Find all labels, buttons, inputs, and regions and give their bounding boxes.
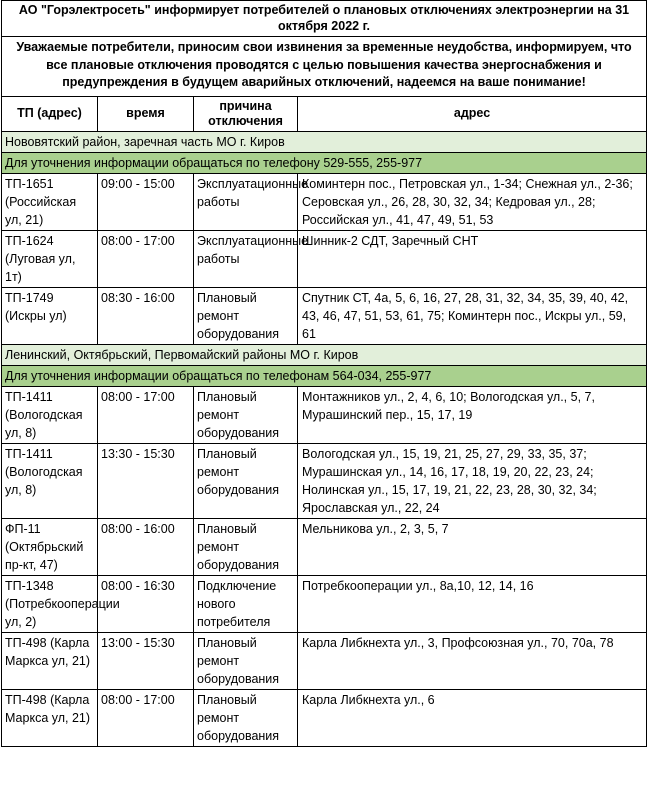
table-row (2, 386, 647, 443)
tp-cell: ФП-11 (Октябрьский пр-кт, 47) (2, 518, 98, 575)
phone-info: Для уточнения информации обращаться по телефонам 564-034, 255-977 (2, 365, 647, 386)
district-row (2, 131, 647, 152)
notice-row (2, 37, 647, 97)
tp-cell: ТП-1651 (Российская ул, 21) (2, 173, 98, 230)
address-cell: Коминтерн пос., Петровская ул., 1-34; Снежная ул., 2-36; Серовская ул., 26, 28, 30, 32, 34; Кедровая ул., 28; Российская ул., 41, 47, 49, 51, 53 (298, 173, 647, 230)
table-row (2, 443, 647, 518)
phone-info: Для уточнения информации обращаться по телефону 529-555, 255-977 (2, 152, 647, 173)
header-tp: ТП (адрес) (2, 96, 98, 131)
address-cell: Монтажников ул., 2, 4, 6, 10; Вологодская ул., 5, 7, Мурашинский пер., 15, 17, 19 (298, 386, 647, 443)
phone-row (2, 152, 647, 173)
time-cell: 08:00 - 17:00 (98, 689, 194, 746)
address-cell: Спутник СТ, 4а, 5, 6, 16, 27, 28, 31, 32, 34, 35, 39, 40, 42, 43, 46, 47, 51, 53, 61, 75; Коминтерн пос., Искры ул., 59, 61 (298, 287, 647, 344)
table-row (2, 287, 647, 344)
time-cell: 13:30 - 15:30 (98, 443, 194, 518)
outage-table (1, 0, 647, 747)
reason-cell: Эксплуатационные работы (194, 230, 298, 287)
reason-cell: Плановый ремонт оборудования (194, 443, 298, 518)
phone-row (2, 365, 647, 386)
address-cell: Шинник-2 СДТ, Заречный СНТ (298, 230, 647, 287)
apology-notice: Уважаемые потребители, приносим свои извинения за временные неудобства, информируем, что все плановые отключения проводятся с целью повышения качества энергоснабжения и предупреждения в будущем аварийных отключений, надеемся на ваше понимание! (2, 37, 647, 97)
time-cell: 08:00 - 16:00 (98, 518, 194, 575)
district-row (2, 344, 647, 365)
table-row (2, 632, 647, 689)
reason-cell: Плановый ремонт оборудования (194, 386, 298, 443)
tp-cell: ТП-1749 (Искры ул) (2, 287, 98, 344)
time-cell: 08:30 - 16:00 (98, 287, 194, 344)
header-time: время (98, 96, 194, 131)
address-cell: Мельникова ул., 2, 3, 5, 7 (298, 518, 647, 575)
tp-cell: ТП-1411 (Вологодская ул, 8) (2, 443, 98, 518)
title-row (2, 1, 647, 37)
district-label: Ленинский, Октябрьский, Первомайский районы МО г. Киров (2, 344, 647, 365)
address-cell: Карла Либкнехта ул., 6 (298, 689, 647, 746)
time-cell: 08:00 - 16:30 (98, 575, 194, 632)
address-cell: Вологодская ул., 15, 19, 21, 25, 27, 29, 33, 35, 37; Мурашинская ул., 14, 16, 17, 18, 19, 20, 22, 23, 24; Нолинская ул., 15, 17, 19, 21, 22, 23, 28, 30, 32, 34; Ярославская ул., 22, 24 (298, 443, 647, 518)
address-cell: Карла Либкнехта ул., 3, Профсоюзная ул., 70, 70а, 78 (298, 632, 647, 689)
header-address: адрес (298, 96, 647, 131)
time-cell: 09:00 - 15:00 (98, 173, 194, 230)
page-title: АО "Горэлектросеть" информирует потребителей о плановых отключениях электроэнергии на 31 октября 2022 г. (2, 1, 647, 37)
table-row (2, 689, 647, 746)
table-row (2, 230, 647, 287)
tp-cell: ТП-1624 (Луговая ул, 1т) (2, 230, 98, 287)
tp-cell: ТП-498 (Карла Маркса ул, 21) (2, 689, 98, 746)
reason-cell: Плановый ремонт оборудования (194, 518, 298, 575)
district-label: Нововятский район, заречная часть МО г. Киров (2, 131, 647, 152)
reason-cell: Плановый ремонт оборудования (194, 689, 298, 746)
table-row (2, 518, 647, 575)
header-row (2, 96, 647, 131)
reason-cell: Плановый ремонт оборудования (194, 632, 298, 689)
tp-cell: ТП-1411 (Вологодская ул, 8) (2, 386, 98, 443)
tp-cell: ТП-498 (Карла Маркса ул, 21) (2, 632, 98, 689)
time-cell: 08:00 - 17:00 (98, 386, 194, 443)
tp-cell: ТП-1348 (Потребкооперации ул, 2) (2, 575, 98, 632)
reason-cell: Плановый ремонт оборудования (194, 287, 298, 344)
reason-cell: Эксплуатационные работы (194, 173, 298, 230)
time-cell: 13:00 - 15:30 (98, 632, 194, 689)
table-row (2, 173, 647, 230)
header-reason: причина отключения (194, 96, 298, 131)
address-cell: Потребкооперации ул., 8а,10, 12, 14, 16 (298, 575, 647, 632)
table-row (2, 575, 647, 632)
reason-cell: Подключение нового потребителя (194, 575, 298, 632)
time-cell: 08:00 - 17:00 (98, 230, 194, 287)
